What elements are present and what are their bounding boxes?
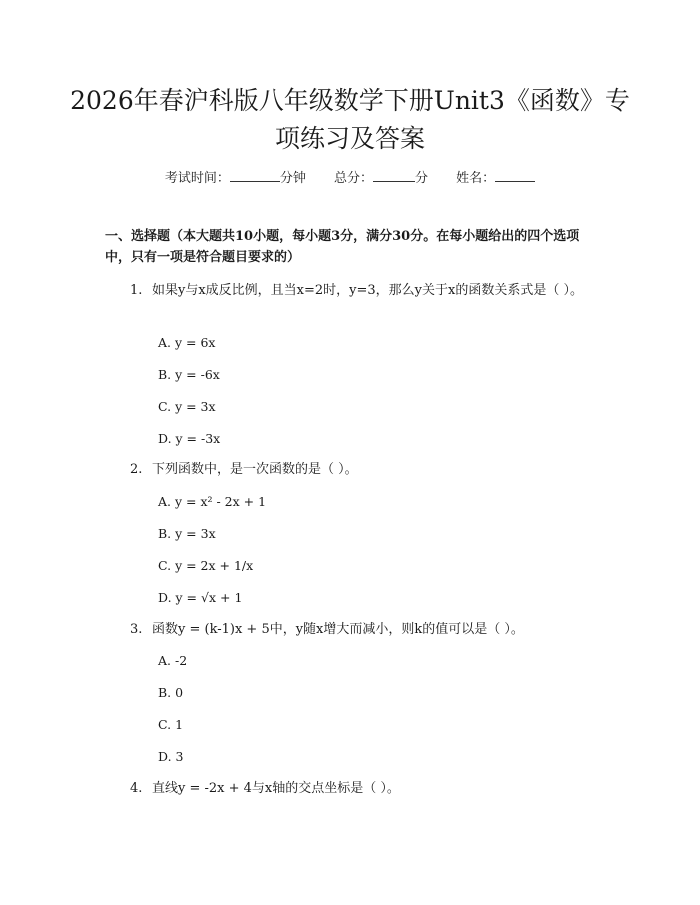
question-number: 2. [130,462,143,477]
question-number: 4. [130,781,143,796]
option-2d: D. y = √x + 1 [158,590,243,605]
name-blank[interactable] [495,167,535,182]
student-name-field [456,167,535,189]
question-text: 如果y与x成反比例，且当x=2时，y=3，那么y关于x的函数关系式是（ ）。 [152,283,583,298]
section-heading: 一、选择题（本大题共10小题，每小题3分，满分30分。在每小题给出的四个选项中，只有一项是符合题目要求的） [105,229,580,265]
question-text: 函数y = (k-1)x + 5中，y随x增大而减小，则k的值可以是（ ）。 [152,622,524,637]
score-blank[interactable] [373,167,415,182]
time-unit: 分钟 [279,171,306,186]
option-3d: D. 3 [158,749,184,764]
total-score-field [334,167,428,189]
exam-info-line [0,167,700,189]
question-2 [108,460,600,480]
option-3a: A. -2 [158,653,188,668]
option-1b: B. y = -6x [158,367,220,382]
option-2a: A. y = x² - 2x + 1 [158,494,267,509]
score-label: 总分： [333,171,373,186]
question-4 [108,779,600,799]
time-label: 考试时间： [164,171,230,186]
question-text: 下列函数中，是一次函数的是（ ）。 [152,462,358,477]
question-number: 1. [130,283,143,298]
option-1a: A. y = 6x [158,335,216,350]
option-1d: D. y = -3x [158,431,221,446]
score-unit: 分 [415,171,429,186]
option-1c: C. y = 3x [158,399,216,414]
name-label: 姓名： [456,171,496,186]
question-number: 3. [130,622,143,637]
option-3c: C. 1 [158,717,184,732]
option-2b: B. y = 3x [158,526,216,541]
question-3 [108,620,600,640]
option-2c: C. y = 2x + 1/x [158,558,254,573]
question-1 [108,281,600,301]
question-text: 直线y = -2x + 4与x轴的交点坐标是（ ）。 [152,781,400,796]
exam-time-field [165,167,306,189]
time-blank[interactable] [230,167,280,182]
option-3b: B. 0 [158,685,184,700]
page-title: 2026年春沪科版八年级数学下册Unit3《函数》专项练习及答案 [70,86,630,153]
